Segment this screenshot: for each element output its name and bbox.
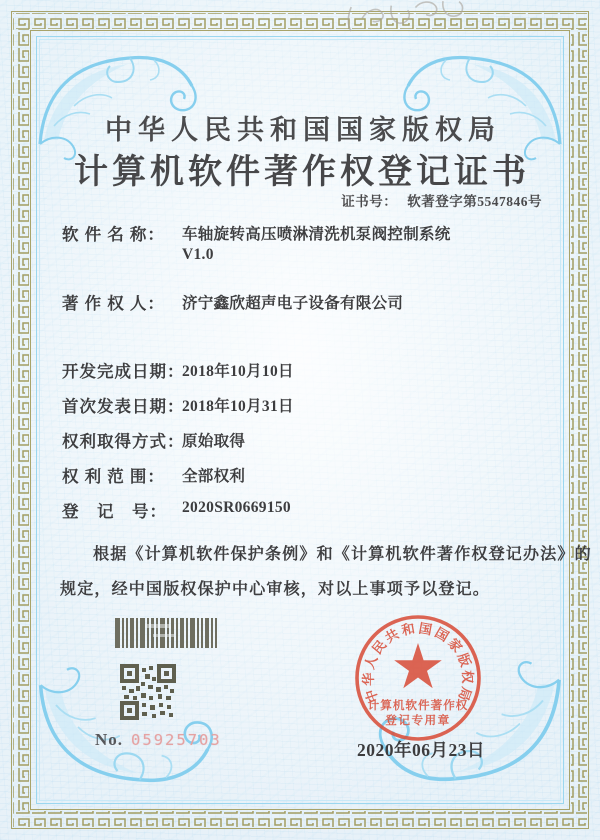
certificate-number-value: 软著登字第5547846号 [407, 194, 542, 209]
field-label-dev-complete-date: 开发完成日期： [62, 362, 185, 381]
seal-ring-text: 中华人民共和国国家版权局 [360, 620, 476, 705]
corner-flourish-bottom-left [41, 668, 212, 780]
field-value-registration-number: 2020SR0669150 [182, 499, 291, 516]
field-label-rights-acquisition: 权利取得方式： [62, 432, 185, 451]
seal-line-2: 登记专用章 [385, 714, 451, 727]
certificate-number-line [341, 190, 542, 210]
seal-star-icon [394, 643, 442, 688]
authority-title: 中华人民共和国国家版权局 [105, 115, 501, 145]
issue-date: 2020年06月23日 [357, 740, 485, 760]
serial-number-line [95, 730, 222, 750]
field-value-rights-scope: 全部权利 [182, 468, 246, 485]
field-value-first-publish-date: 2018年10月31日 [182, 398, 294, 415]
official-seal [348, 608, 488, 748]
field-label-rights-scope: 权 利 范 围： [62, 467, 165, 486]
field-label-registration-number: 登 记 号： [62, 502, 167, 521]
certificate-title: 计算机软件著作权登记证书 [74, 154, 530, 191]
field-value-rights-acquisition: 原始取得 [182, 433, 246, 450]
field-label-copyright-owner: 著 作 权 人： [62, 294, 165, 313]
certificate-number-label: 证书号： [341, 194, 398, 209]
statement-line-1: 根据《计算机软件保护条例》和《计算机软件著作权登记办法》的 [93, 546, 592, 563]
seal-line-1: 计算机软件著作权 [367, 699, 469, 712]
field-value-software-name: 车轴旋转高压喷淋清洗机泵阀控制系统 [182, 226, 451, 243]
field-value-copyright-owner: 济宁鑫欣超声电子设备有限公司 [182, 295, 404, 312]
field-label-software-name: 软 件 名 称： [62, 225, 165, 244]
barcode [115, 618, 217, 648]
field-value-software-version: V1.0 [182, 246, 214, 263]
serial-number-value: 05925703 [131, 731, 222, 749]
statement-line-2: 规定，经中国版权保护中心审核，对以上事项予以登记。 [60, 581, 491, 598]
serial-number-label: No. [95, 730, 124, 749]
field-value-dev-complete-date: 2018年10月10日 [182, 363, 294, 380]
qr-code [122, 666, 174, 718]
field-label-first-publish-date: 首次发表日期： [62, 397, 185, 416]
